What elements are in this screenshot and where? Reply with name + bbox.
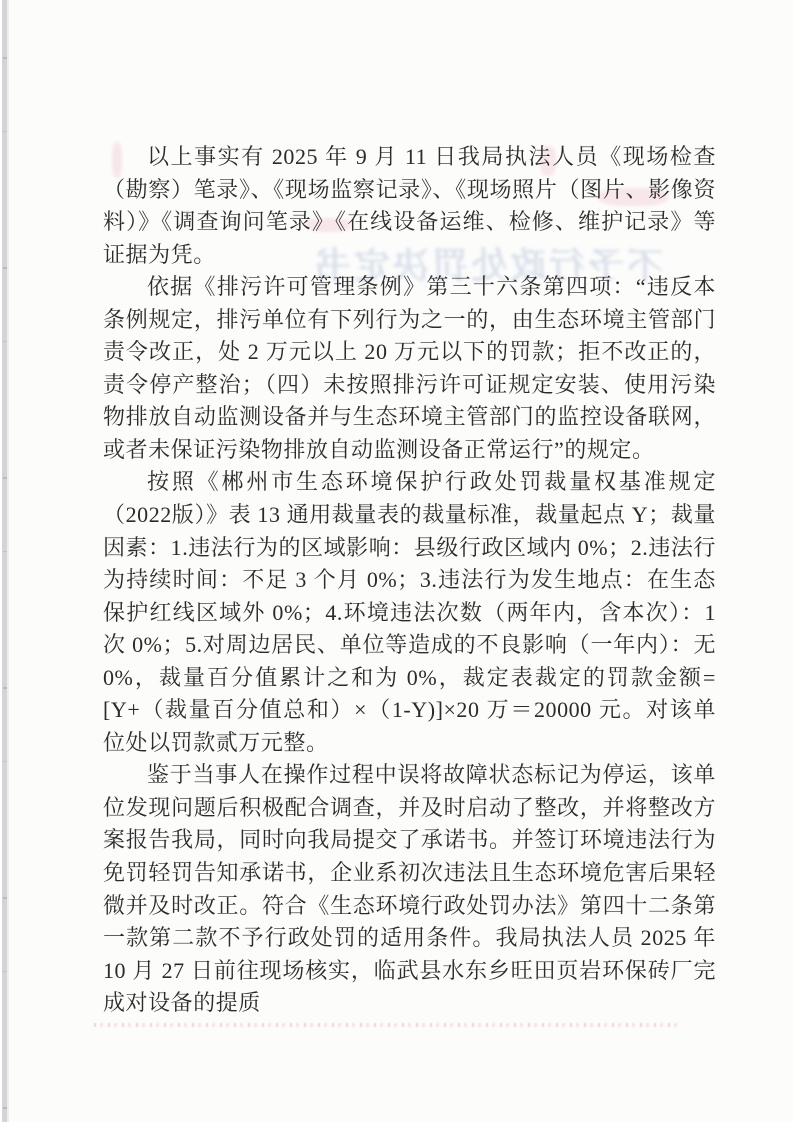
scan-edge-speckles bbox=[3, 0, 7, 1122]
pink-scan-artifact-line bbox=[94, 1023, 679, 1027]
paragraph-discretion-calculation: 按照《郴州市生态环境保护行政处罚裁量权基准规定（2022版）》表 13 通用裁量表的裁量标准，裁量起点 Y；裁量因素：1.违法行为的区域影响：县级行政区域内 0%；2.违法行为持续时间：不足 3 个月 0%；3.违法行为发生地点：在生态保护红线区域外 0%；4.环境违法次数（两年内，含本次）：1 次 0%；5.对周边居民、单位等造成的不良影响（一年内）：无 0%，裁量百分值累计之和为 0%，裁定表裁定的罚款金额=[Y+（裁量百分值总和）×（1-Y)]×20 万＝20000 元。对该单位处以罚款贰万元整。 bbox=[103, 469, 716, 755]
document-body bbox=[103, 141, 716, 1020]
paragraph-mitigation-and-verification: 鉴于当事人在操作过程中误将故障状态标记为停运，该单位发现问题后积极配合调查，并及时启动了整改，并将整改方案报告我局，同时向我局提交了承诺书。并签订环境违法行为免罚轻罚告知承诺书，企业系初次违法且生态环境危害后果轻微并及时改正。符合《生态环境行政处罚办法》第四十二条第一款第二款不予行政处罚的适用条件。我局执法人员 2025 年 10 月 27 日前往现场核实，临武县水东乡旺田页岩环保砖厂完成对设备的提质 bbox=[103, 762, 716, 1016]
bleed-through-text: 不予行政处罚决定书 bbox=[311, 246, 663, 286]
paragraph-legal-basis: 依据《排污许可管理条例》第三十六条第四项：“违反本条例规定，排污单位有下列行为之一的，由生态环境主管部门责令改正，处 2 万元以上 20 万元以下的罚款；拒不改正的，责令停产整治；（四）未按照排污许可证规定安装、使用污染物排放自动监测设备并与生态环境主管部门的监控设备联网，或者未保证污染物排放自动监测设备正常运行”的规定。 bbox=[103, 274, 716, 462]
paragraph-evidence-list: 以上事实有 2025 年 9 月 11 日我局执法人员《现场检查（勘察）笔录》、《现场监察记录》、《现场照片（图片、影像资料）》《调查询问笔录》《在线设备运维、检修、维护记录》等证据为凭。 bbox=[103, 144, 716, 267]
